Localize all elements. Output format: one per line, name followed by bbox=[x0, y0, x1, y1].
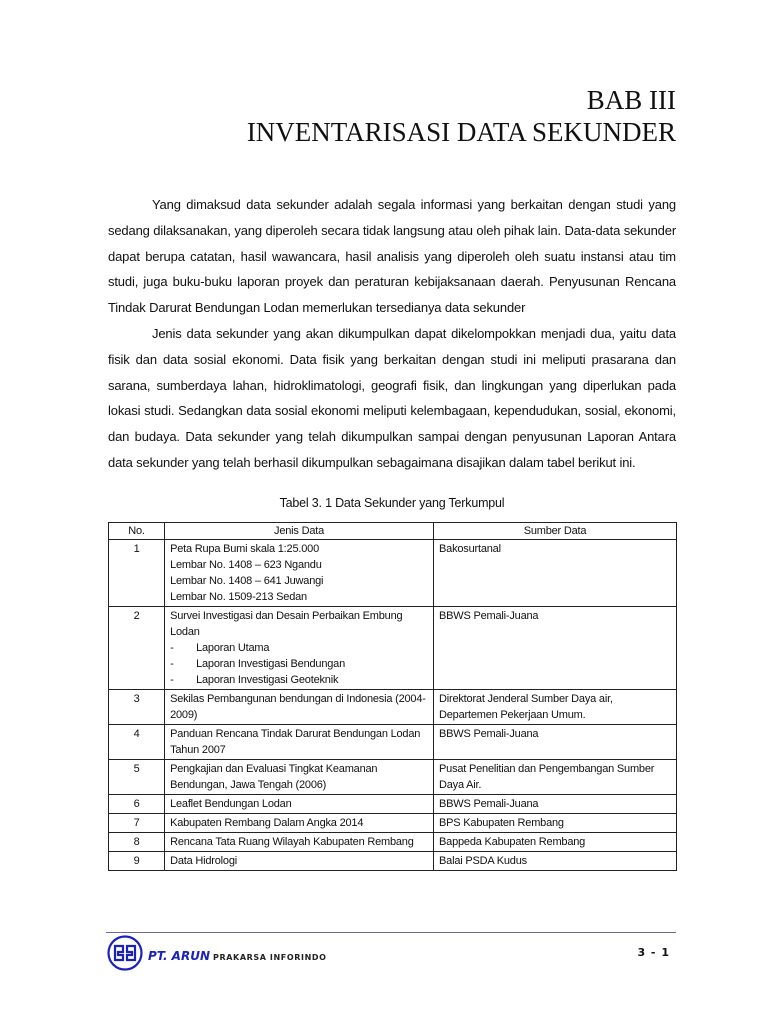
cell-sumber-data: Bappeda Kabupaten Rembang bbox=[434, 833, 677, 852]
chapter-number: BAB III bbox=[586, 85, 676, 115]
table-row bbox=[109, 760, 677, 795]
cell-jenis-data bbox=[165, 725, 434, 760]
company-logo-icon bbox=[106, 935, 144, 971]
jenis-data-line: Lembar No. 1408 – 641 Juwangi bbox=[170, 575, 324, 587]
bullet-dash: - bbox=[170, 674, 174, 686]
table-row bbox=[109, 795, 677, 814]
table-row bbox=[109, 814, 677, 833]
paragraph-data-types: Jenis data sekunder yang akan dikumpulkan dapat dikelompokkan menjadi dua, yaitu data fisik dan data sosial ekonomi. Data fisik yang berkaitan dengan studi ini meliputi prasarana dan sarana, sumberdaya lahan, hidroklimatologi, geografi fisik, dan lingkungan yang diperlukan pada lokasi studi. Sedangkan data sosial ekonomi meliputi kelembagaan, kependudukan, sosial, ekonomi, dan budaya. Data sekunder yang telah dikumpulkan sampai dengan penyusunan Laporan Antara data sekunder yang telah berhasil dikumpulkan sebagaimana disajikan dalam tabel berikut ini. bbox=[108, 325, 676, 470]
cell-no: 3 bbox=[109, 690, 165, 725]
cell-jenis-data bbox=[165, 795, 434, 814]
cell-jenis-data bbox=[165, 540, 434, 607]
bullet-text: Laporan Utama bbox=[196, 642, 270, 654]
table-body bbox=[109, 540, 677, 871]
table-row bbox=[109, 833, 677, 852]
bullet-text: Laporan Investigasi Bendungan bbox=[196, 658, 346, 670]
company-name: PT. ARUN bbox=[148, 949, 210, 963]
cell-jenis-data bbox=[165, 607, 434, 690]
chapter-title: INVENTARISASI DATA SEKUNDER bbox=[246, 117, 676, 147]
cell-no: 4 bbox=[109, 725, 165, 760]
cell-no: 8 bbox=[109, 833, 165, 852]
bullet-item bbox=[170, 672, 428, 688]
jenis-data-line: Data Hidrologi bbox=[170, 855, 237, 867]
cell-jenis-data bbox=[165, 852, 434, 871]
cell-sumber-data: Pusat Penelitian dan Pengembangan Sumber Daya Air. bbox=[434, 760, 677, 795]
cell-sumber-data: Direktorat Jenderal Sumber Daya air, Departemen Pekerjaan Umum. bbox=[434, 690, 677, 725]
cell-no: 9 bbox=[109, 852, 165, 871]
bullet-item bbox=[170, 640, 428, 656]
jenis-data-line: Lembar No. 1509-213 Sedan bbox=[170, 591, 307, 603]
cell-no: 2 bbox=[109, 607, 165, 690]
cell-sumber-data: BBWS Pemali-Juana bbox=[434, 795, 677, 814]
table-caption: Tabel 3. 1 Data Sekunder yang Terkumpul bbox=[279, 496, 505, 510]
bullet-dash: - bbox=[170, 642, 174, 654]
cell-jenis-data bbox=[165, 833, 434, 852]
header-sumber-data: Sumber Data bbox=[434, 523, 677, 540]
cell-sumber-data: Balai PSDA Kudus bbox=[434, 852, 677, 871]
cell-no: 1 bbox=[109, 540, 165, 607]
table-row bbox=[109, 852, 677, 871]
table-row bbox=[109, 725, 677, 760]
company-subtitle: PRAKARSA INFORINDO bbox=[213, 953, 327, 962]
bullet-text: Laporan Investigasi Geoteknik bbox=[196, 674, 339, 686]
company-brand bbox=[148, 945, 327, 964]
header-no: No. bbox=[109, 523, 165, 540]
bullet-dash: - bbox=[170, 658, 174, 670]
cell-sumber-data: BPS Kabupaten Rembang bbox=[434, 814, 677, 833]
header-jenis-data: Jenis Data bbox=[165, 523, 434, 540]
cell-sumber-data: Bakosurtanal bbox=[434, 540, 677, 607]
cell-no: 5 bbox=[109, 760, 165, 795]
chapter-heading bbox=[200, 84, 676, 148]
jenis-data-line: Survei Investigasi dan Desain Perbaikan Embung Lodan bbox=[170, 610, 403, 638]
cell-jenis-data bbox=[165, 760, 434, 795]
paragraph-intro: Yang dimaksud data sekunder adalah segala informasi yang berkaitan dengan studi yang sedang dilaksanakan, yang diperoleh secara tidak langsung atau oleh pihak lain. Data-data sekunder dapat berupa catatan, hasil wawancara, hasil analisis yang diperoleh oleh suatu instansi atau tim studi, juga buku-buku laporan proyek dan peraturan kebijaksanaan daerah. Penyusunan Rencana Tindak Darurat Bendungan Lodan memerlukan tersedianya data sekunder bbox=[108, 197, 676, 316]
cell-no: 7 bbox=[109, 814, 165, 833]
page-number: 3 - 1 bbox=[637, 946, 670, 959]
cell-sumber-data: BBWS Pemali-Juana bbox=[434, 725, 677, 760]
body-text bbox=[108, 192, 676, 476]
jenis-data-line: Pengkajian dan Evaluasi Tingkat Keamanan Bendungan, Jawa Tengah (2006) bbox=[170, 763, 378, 791]
cell-jenis-data bbox=[165, 690, 434, 725]
table-row bbox=[109, 540, 677, 607]
footer-divider bbox=[106, 932, 676, 933]
cell-sumber-data: BBWS Pemali-Juana bbox=[434, 607, 677, 690]
bullet-item bbox=[170, 656, 428, 672]
jenis-data-line: Panduan Rencana Tindak Darurat Bendungan Lodan Tahun 2007 bbox=[170, 728, 421, 756]
cell-jenis-data bbox=[165, 814, 434, 833]
jenis-data-line: Peta Rupa Bumi skala 1:25.000 bbox=[170, 543, 319, 555]
jenis-data-line: Kabupaten Rembang Dalam Angka 2014 bbox=[170, 817, 364, 829]
secondary-data-table bbox=[108, 522, 677, 871]
table-header-row bbox=[109, 523, 677, 540]
jenis-data-line: Lembar No. 1408 – 623 Ngandu bbox=[170, 559, 322, 571]
table-row bbox=[109, 690, 677, 725]
cell-no: 6 bbox=[109, 795, 165, 814]
table-row bbox=[109, 607, 677, 690]
jenis-data-line: Rencana Tata Ruang Wilayah Kabupaten Rembang bbox=[170, 836, 414, 848]
jenis-data-line: Sekilas Pembangunan bendungan di Indonesia (2004-2009) bbox=[170, 693, 426, 721]
jenis-data-line: Leaflet Bendungan Lodan bbox=[170, 798, 292, 810]
